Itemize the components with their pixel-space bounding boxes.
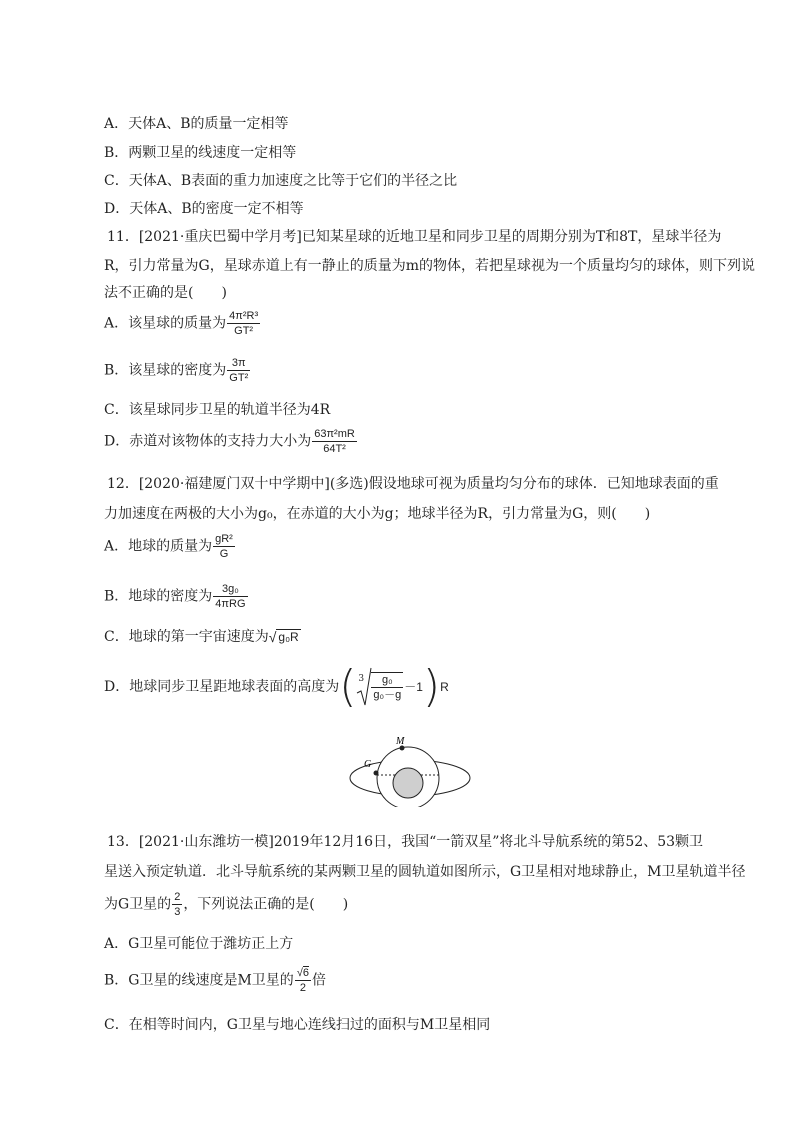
- q12-stem-line1: 12．[2020·福建厦门双十中学期中](多选)假设地球可视为质量均匀分布的球体．已知地球表面的重: [107, 476, 719, 492]
- q13-option-b-suffix: 倍: [311, 972, 326, 989]
- radicand: g₀R: [278, 630, 299, 644]
- q10-option-a: A．天体A、B的质量一定相等: [104, 116, 289, 132]
- q12-option-d: [104, 661, 449, 712]
- q13-stem-line3-suffix: ，下列说法正确的是( ): [183, 896, 349, 913]
- fraction-denominator: 2: [299, 982, 306, 994]
- fraction-denominator: 3: [174, 906, 181, 918]
- q11-stem-line3: 法不正确的是( ): [104, 285, 227, 301]
- root-sign-icon: [356, 667, 372, 707]
- q11-option-b-fraction: [227, 356, 250, 385]
- q12-option-a: [104, 532, 236, 561]
- left-bracket-icon: (: [339, 661, 357, 712]
- q11-option-c: C．该星球同步卫星的轨道半径为4R: [104, 402, 331, 418]
- q11-option-d: [104, 427, 358, 456]
- earth-icon: [393, 768, 423, 798]
- q13-stem-line3-prefix: 为G卫星的: [104, 896, 172, 913]
- q13-option-b-text: B．G卫星的线速度是M卫星的: [104, 972, 294, 989]
- q11-option-a-fraction: [227, 309, 260, 338]
- fraction-numerator: g₀: [371, 673, 403, 688]
- q12-option-b: [104, 582, 249, 611]
- q12-option-a-fraction: [213, 532, 235, 561]
- fraction-numerator: [295, 966, 311, 981]
- q11-option-b: [104, 356, 251, 385]
- m-label: M: [396, 736, 405, 747]
- q13-stem-fraction: [172, 890, 182, 919]
- fraction-denominator: GT²: [229, 372, 249, 384]
- g-satellite-icon: [374, 771, 379, 776]
- q12-option-a-text: A．地球的质量为: [104, 538, 213, 555]
- q12-option-b-text: B．地球的密度为: [104, 588, 213, 605]
- fraction-numerator: 2: [174, 891, 181, 903]
- fraction-numerator: gR²: [215, 533, 233, 545]
- q10-option-d: D．天体A、B的密度一定不相等: [104, 201, 304, 217]
- q12-option-b-fraction: [213, 582, 247, 611]
- fraction-denominator: g₀－g: [373, 689, 402, 701]
- q12-option-d-text: D．地球同步卫星距地球表面的高度为: [104, 679, 340, 695]
- g-label: G: [364, 759, 372, 770]
- q13-stem-line1: 13．[2021·山东潍坊一模]2019年12月16日，我国“一箭双星”将北斗导航系统的第52、53颗卫: [107, 834, 704, 850]
- q12-option-c: [104, 627, 301, 647]
- q13-stem-line2: 星送入预定轨道．北斗导航系统的某两颗卫星的圆轨道如图所示，G卫星相对地球静止，M卫星轨道半径: [104, 864, 746, 880]
- fraction-numerator: 3g₀: [213, 582, 247, 597]
- q13-option-a: A．G卫星可能位于潍坊正上方: [104, 936, 294, 952]
- minus-one: －1: [404, 680, 423, 694]
- q13-stem-line3: [104, 890, 348, 919]
- fraction-denominator: 64T²: [323, 443, 346, 455]
- q13-option-c: C．在相等时间内，G卫星与地心连线扫过的面积与M卫星相同: [104, 1017, 491, 1033]
- q11-option-b-text: B．该星球的密度为: [104, 362, 227, 379]
- radicand: 6: [302, 967, 309, 979]
- right-bracket-icon: ): [422, 661, 441, 712]
- orbit-diagram: [340, 735, 480, 807]
- q11-option-d-fraction: [312, 427, 357, 456]
- q11-option-a: [104, 309, 261, 338]
- radius-suffix: R: [440, 680, 449, 694]
- fraction-denominator: G: [219, 548, 229, 560]
- fraction-numerator: 63π²mR: [314, 428, 355, 440]
- q12-stem-line2: 力加速度在两极的大小为g₀，在赤道的大小为g；地球半径为R，引力常量为G，则( ): [104, 506, 651, 522]
- fraction-numerator: 3π: [227, 356, 250, 371]
- q10-option-c: C．天体A、B表面的重力加速度之比等于它们的半径之比: [104, 173, 458, 189]
- fraction-denominator: 4πRG: [215, 598, 246, 610]
- q13-option-b: [104, 966, 326, 995]
- sqrt-icon: √: [268, 629, 277, 645]
- fraction-denominator: GT²: [234, 325, 254, 337]
- q11-stem-line2: R，引力常量为G，星球赤道上有一静止的质量为m的物体，若把星球视为一个质量均匀的球体，则下列说: [104, 258, 755, 274]
- sqrt-icon: √: [296, 967, 303, 979]
- q12-option-c-text: C．地球的第一宇宙速度为: [104, 629, 269, 645]
- q11-option-a-text: A．该星球的质量为: [104, 315, 227, 332]
- fraction-numerator: 4π²R³: [229, 310, 259, 322]
- q11-option-d-text: D．赤道对该物体的支持力大小为: [104, 433, 312, 450]
- q10-option-b: B．两颗卫星的线速度一定相等: [104, 145, 297, 161]
- q12-option-c-radical: [269, 627, 301, 647]
- cube-root-expression: 3 $\frac{\text{g₀}}{\text{g₀－g}}$: [356, 667, 404, 707]
- q11-stem-line1: 11．[2021·重庆巴蜀中学月考]已知某星球的近地卫星和同步卫星的周期分别为T和8T，星球半径为: [107, 229, 722, 245]
- q12-option-d-fraction: [371, 672, 403, 702]
- q13-option-b-fraction: [295, 966, 311, 995]
